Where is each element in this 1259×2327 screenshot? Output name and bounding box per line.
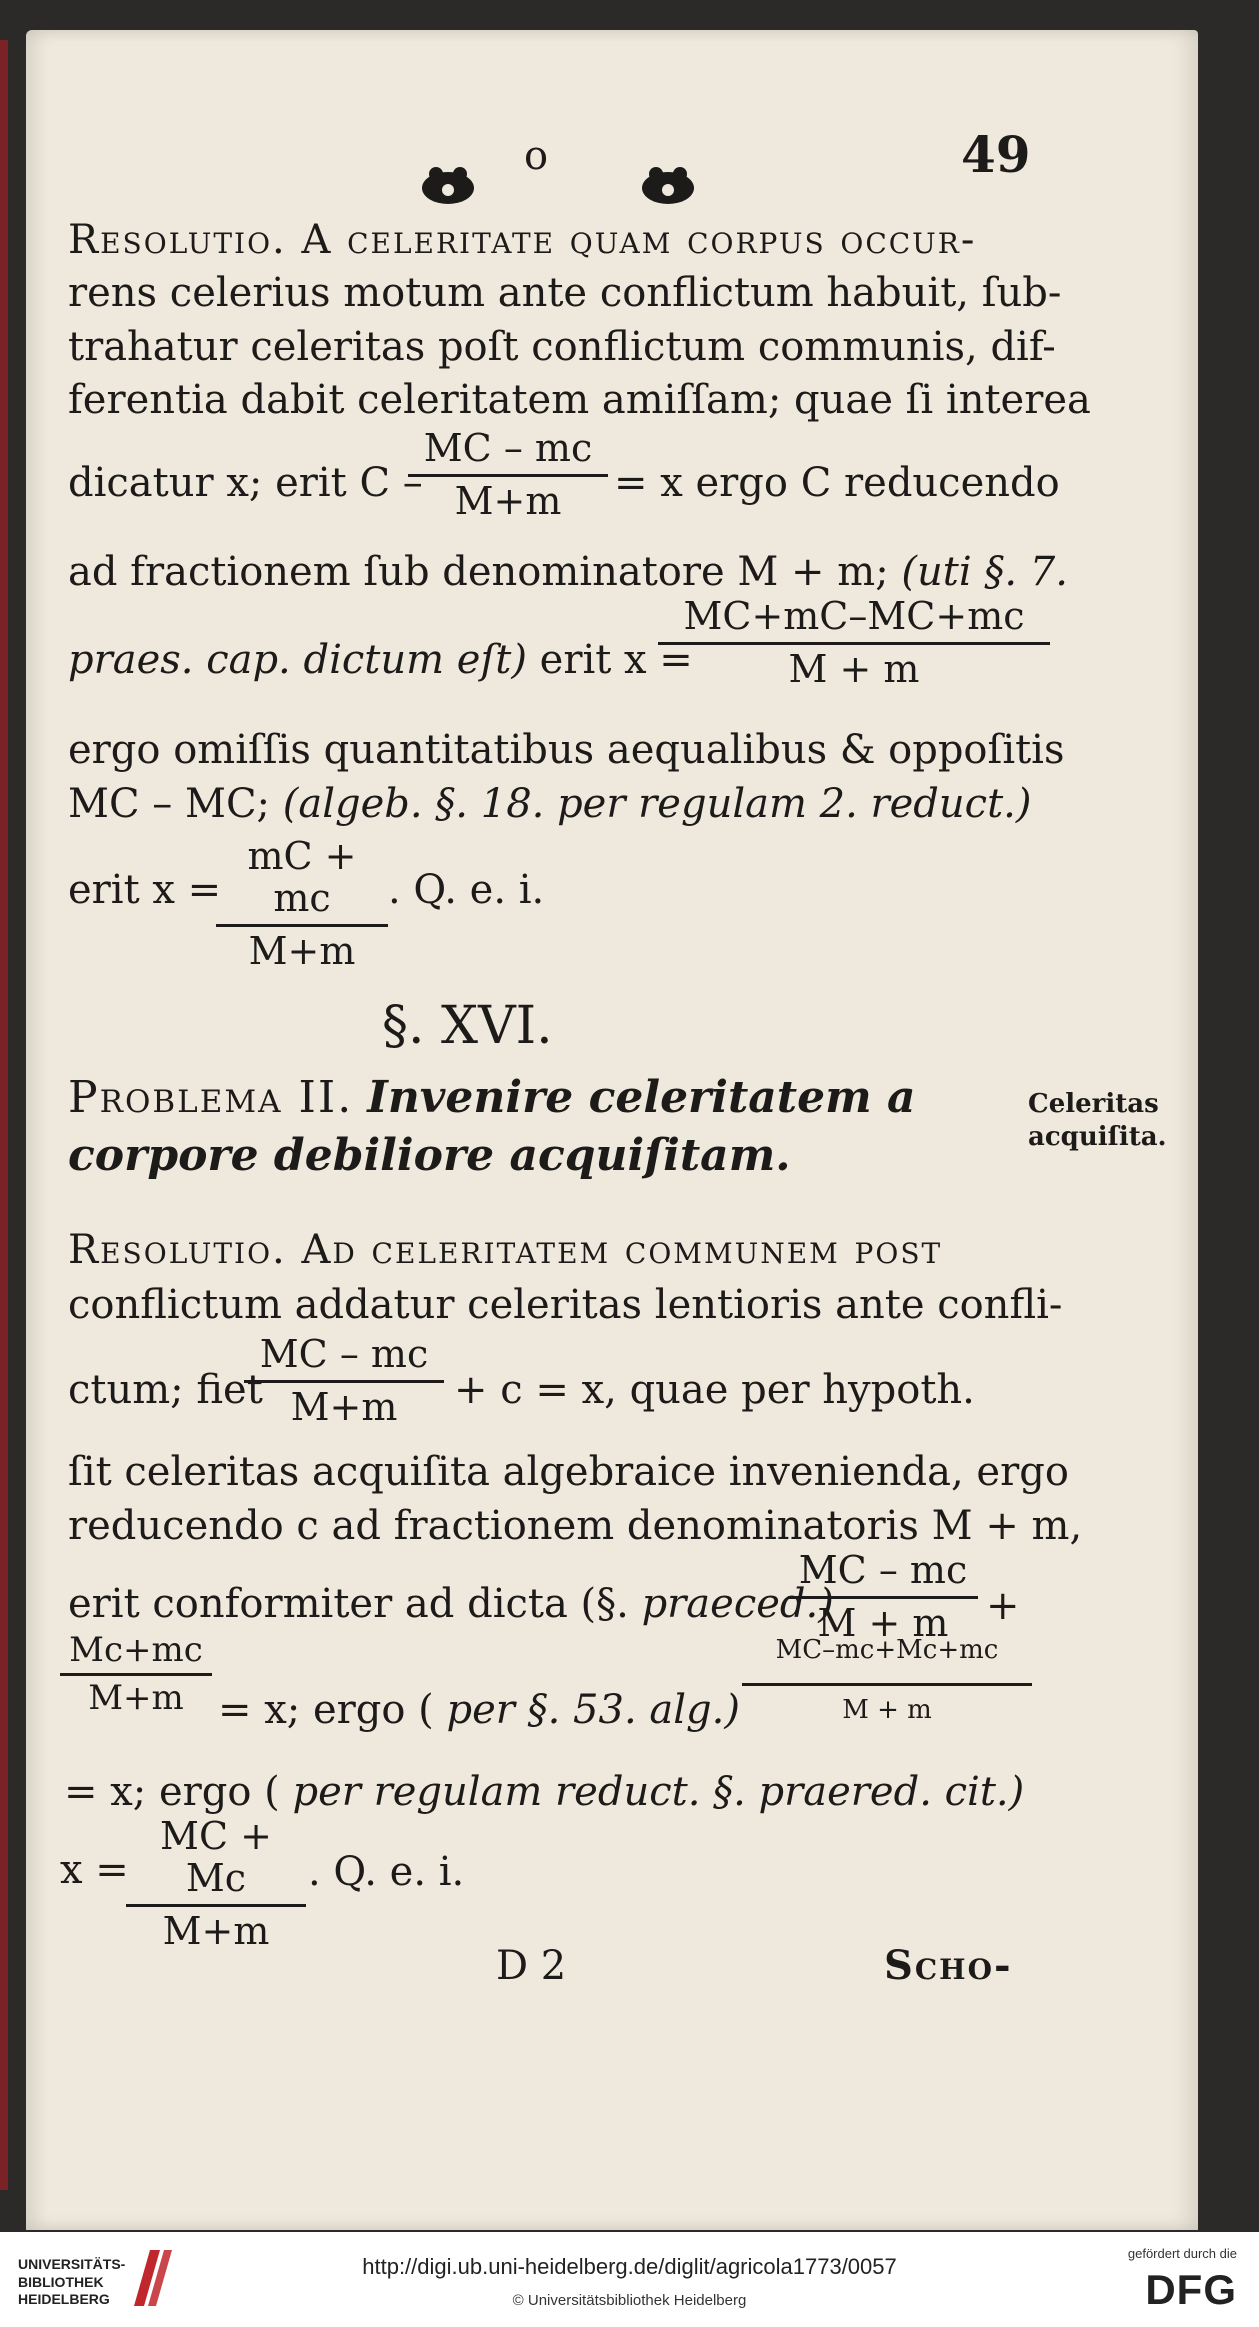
- text-line: . Q. e. i.: [308, 1849, 465, 1895]
- fraction: [742, 1636, 1032, 1724]
- text-line: x =: [60, 1847, 129, 1893]
- page-number: 49: [961, 125, 1031, 184]
- signature-mark: D 2: [496, 1943, 567, 1989]
- copyright: © Universitätsbibliothek Heidelberg: [512, 2292, 747, 2309]
- text-line: [64, 1769, 1025, 1815]
- fraction: [244, 1334, 444, 1429]
- text-line: [68, 781, 1032, 827]
- fraction-denominator: M+m: [248, 928, 356, 973]
- viewer-footer: [0, 2232, 1259, 2327]
- text-line: [218, 1687, 740, 1733]
- fraction-numerator: MC + Mc: [160, 1814, 272, 1900]
- text-span: = x; ergo (: [64, 1769, 280, 1815]
- book-page: [26, 30, 1198, 2230]
- fraction-numerator: mC + mc: [247, 834, 357, 920]
- text-line: +: [986, 1583, 1020, 1629]
- text-line: reducendo c ad fractionem denominatoris M + m,: [68, 1503, 1083, 1549]
- fraction-numerator: MC+mC–MC+mc: [683, 594, 1025, 638]
- problem-title-cont: corpore debiliore acquiſitam.: [68, 1130, 791, 1181]
- text-line: ferentia dabit celeritatem amiſſam; quae ſi interea: [68, 377, 1091, 423]
- margin-note-line: Celeritas: [1028, 1089, 1159, 1119]
- fraction-numerator: MC–mc+Mc+mc: [775, 1635, 999, 1665]
- fraction-denominator: M+m: [162, 1908, 270, 1953]
- italic-span: praes. cap. dictum eſt): [68, 637, 527, 683]
- problem-title: Invenire celeritatem a: [367, 1072, 916, 1123]
- text-line: = x ergo C reducendo: [614, 460, 1060, 506]
- catchword: Scho-: [884, 1942, 1013, 1989]
- fraction-denominator: M+m: [290, 1384, 398, 1429]
- fraction-numerator: MC – mc: [798, 1548, 968, 1592]
- text-span: erit conformiter ad dicta (§.: [68, 1581, 629, 1627]
- fraction-numerator: MC – mc: [259, 1332, 429, 1376]
- text-line: ctum; fiet: [68, 1367, 263, 1413]
- text-line: . Q. e. i.: [388, 867, 545, 913]
- italic-span: per §. 53. alg.): [446, 1687, 740, 1733]
- problem-label: Problema II.: [68, 1072, 354, 1123]
- italic-span: praeced.): [641, 1581, 834, 1627]
- text-line: conflictum addatur celeritas lentioris ante confli-: [68, 1282, 1063, 1328]
- fraction-denominator: M + m: [788, 646, 920, 691]
- text-line: [68, 1581, 834, 1627]
- fraction-denominator: M + m: [817, 1600, 949, 1645]
- fraction: [60, 1632, 212, 1718]
- margin-note-line: acquiſita.: [1028, 1121, 1167, 1152]
- text-line: Resolutio. Ad celeritatem communem poſt: [68, 1227, 943, 1273]
- text-line: + c = x, quae per hypoth.: [454, 1367, 975, 1413]
- text-line: erit x =: [68, 867, 222, 913]
- margin-note: [1028, 1088, 1167, 1153]
- source-url[interactable]: http://digi.ub.uni-heidelberg.de/diglit/agricola1773/0057: [362, 2254, 897, 2279]
- problem-heading: [68, 1072, 916, 1123]
- text-line: ergo omiſſis quantitatibus aequalibus & oppoſitis: [68, 727, 1065, 773]
- text-line: ſit celeritas acquiſita algebraice invenienda, ergo: [68, 1449, 1069, 1495]
- fraction: [658, 596, 1050, 691]
- text-line: Resolutio. A celeritate quam corpus occur-: [68, 217, 977, 263]
- fraction: [788, 1550, 978, 1645]
- text-line: rens celerius motum ante conflictum habuit, ſub-: [68, 270, 1062, 316]
- fraction-denominator: M+m: [454, 478, 562, 523]
- fraction: [216, 836, 388, 972]
- italic-span: per regulam reduct. §. praered. cit.): [292, 1769, 1025, 1815]
- book-spine: [0, 40, 8, 2190]
- fraction: [126, 1816, 306, 1952]
- fraction-denominator: M + m: [842, 1694, 932, 1725]
- section-title: §. XVI.: [382, 996, 553, 1056]
- italic-span: (uti §. 7.: [901, 549, 1068, 595]
- fraction-numerator: Mc+mc: [69, 1630, 203, 1670]
- text-span: MC – MC;: [68, 781, 271, 827]
- library-logo: UNIVERSITÄTS- BIBLIOTHEK HEIDELBERG: [18, 2256, 126, 2307]
- fraction-denominator: M+m: [88, 1678, 184, 1719]
- text-line: dicatur x; erit C –: [68, 460, 423, 506]
- text-line: [68, 637, 693, 683]
- text-line: [68, 549, 1068, 595]
- text-line: trahatur celeritas poſt conflictum communis, dif-: [68, 324, 1056, 370]
- header-ornament-icon: [418, 158, 698, 218]
- funder-logo: DFG: [1145, 2266, 1237, 2313]
- italic-span: (algeb. §. 18. per regulam 2. reduct.): [282, 781, 1032, 827]
- header-ornament-letter: o: [524, 133, 549, 179]
- funder-label: gefördert durch die: [1127, 2246, 1237, 2261]
- text-span: erit x =: [539, 637, 693, 683]
- fraction: [408, 428, 608, 523]
- text-span: = x; ergo (: [218, 1687, 434, 1733]
- text-span: ad fractionem ſub denominatore M + m;: [68, 549, 889, 595]
- fraction-numerator: MC – mc: [423, 426, 593, 470]
